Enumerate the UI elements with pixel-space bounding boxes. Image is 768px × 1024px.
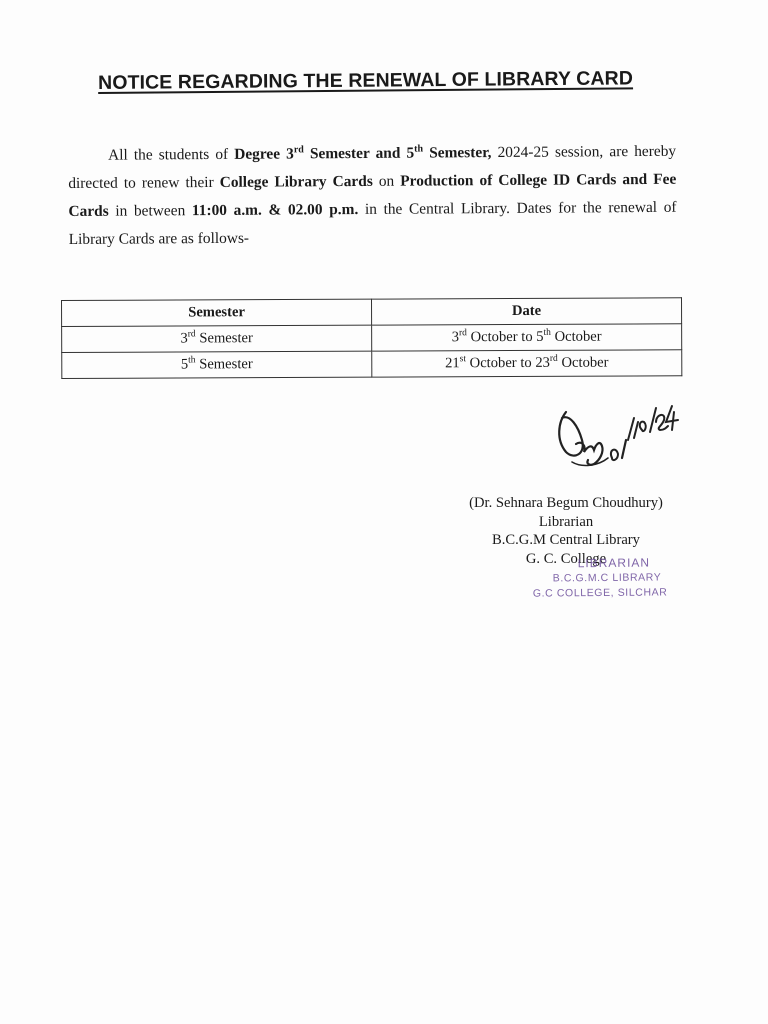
stamp-line-library: B.C.G.M.C LIBRARY bbox=[552, 571, 662, 585]
header-date: Date bbox=[371, 298, 681, 325]
semester-cell: 5th Semester bbox=[62, 351, 372, 378]
stamp-line-librarian: LIBRARIAN bbox=[577, 555, 651, 571]
header-semester: Semester bbox=[62, 299, 372, 326]
handwritten-signature bbox=[552, 400, 682, 480]
college-name: G. C. College bbox=[525, 550, 607, 567]
para-bold-library-cards: College Library Cards bbox=[219, 172, 373, 191]
semester-cell: 3rd Semester bbox=[62, 325, 372, 352]
para-bold-1: Degree 3rd Semester and 5th Semester, bbox=[234, 143, 492, 163]
signatory-name: (Dr. Sehnara Begum Choudhury) bbox=[469, 495, 663, 511]
signatory-designation: Librarian bbox=[538, 513, 594, 530]
librarian-stamp bbox=[520, 555, 680, 599]
para-bold-timing: 11:00 a.m. & 02.00 p.m. bbox=[191, 200, 359, 220]
para-bold-production: Production of College ID Cards and Fee Cards bbox=[68, 170, 677, 220]
para-text-1: All the students of bbox=[108, 145, 235, 164]
stamp-line-college: G.C COLLEGE, SILCHAR bbox=[532, 586, 668, 600]
para-text-3: on bbox=[372, 172, 401, 190]
date-cell: 21st October to 23rd October bbox=[372, 350, 682, 377]
notice-title: NOTICE REGARDING THE RENEWAL OF LIBRARY CARD bbox=[98, 67, 634, 94]
table-header-row bbox=[62, 298, 682, 327]
para-text-5: in the Central Library. Dates for the renewal of Library Cards are as follows- bbox=[68, 198, 677, 248]
table-row bbox=[62, 324, 682, 353]
notice-paragraph bbox=[68, 138, 677, 254]
date-cell: 3rd October to 5th October bbox=[372, 324, 682, 351]
table-row bbox=[62, 350, 682, 379]
para-text-4: in between bbox=[108, 202, 192, 220]
renewal-schedule-table bbox=[61, 297, 682, 379]
library-name: B.C.G.M Central Library bbox=[492, 532, 640, 548]
para-text-2: 2024-25 session, are hereby directed to renew their bbox=[68, 142, 677, 192]
